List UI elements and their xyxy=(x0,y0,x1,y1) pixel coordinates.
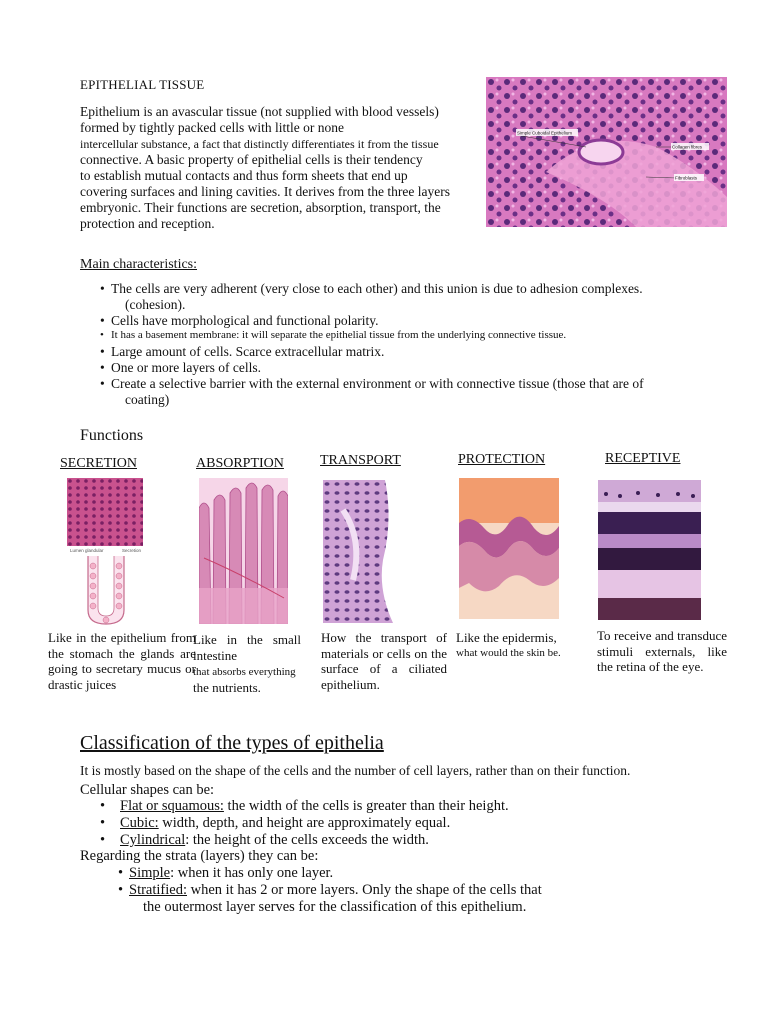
histology-micrograph xyxy=(486,77,727,227)
protection-micrograph xyxy=(459,478,559,619)
shapes-label: Cellular shapes can be: xyxy=(80,781,215,798)
list-item: • Flat or squamous: the width of the cells is greater than their height. xyxy=(100,798,730,815)
receptive-micrograph xyxy=(598,480,701,620)
hero-label: Collagen fibres xyxy=(672,144,703,150)
intro-line: covering surfaces and lining cavities. It derives from the three layers xyxy=(80,184,450,199)
function-desc-secretion: Like in the epithelium from the stomach the glands are going to secretary mucus or drastic juices xyxy=(48,630,196,692)
list-item: • Cells have morphological and functional polarity. xyxy=(100,313,766,329)
function-title-receptive: RECEPTIVE xyxy=(605,451,681,466)
intro-line: embryonic. Their functions are secretion, absorption, transport, the xyxy=(80,200,441,215)
function-desc-receptive: To receive and transduce stimuli externals, like the retina of the eye. xyxy=(597,628,727,674)
secretion-micrograph xyxy=(67,478,143,546)
intro-line: to establish mutual contacts and thus form sheets that end up xyxy=(80,168,408,183)
classification-title: Classification of the types of epithelia xyxy=(80,732,384,754)
function-title-secretion: SECRETION xyxy=(60,456,137,471)
diagram-label: Secretion xyxy=(122,548,142,553)
list-item: • It has a basement membrane: it will separate the epithelial tissue from the underlying connective tissue. xyxy=(100,328,766,344)
hero-label: Simple Cuboidal Epithelium xyxy=(517,130,573,136)
main-characteristics-heading: Main characteristics: xyxy=(80,257,198,272)
function-desc-transport: How the transport of materials or cells on the surface of a ciliated epithelium. xyxy=(321,630,447,692)
diagram-label: Lumen glandular xyxy=(70,548,104,553)
function-desc-absorption: Like in the small intestine that absorbs everything the nutrients. xyxy=(193,632,301,695)
function-title-transport: TRANSPORT xyxy=(320,453,401,468)
list-item: • Large amount of cells. Scarce extracellular matrix. xyxy=(100,344,766,360)
strata-list xyxy=(80,865,730,916)
list-item: • Simple: when it has only one layer. xyxy=(118,865,730,882)
characteristics-list xyxy=(100,281,766,407)
hero-label: Fibroblasts xyxy=(675,175,698,181)
function-title-absorption: ABSORPTION xyxy=(196,456,284,471)
secretion-gland-diagram xyxy=(66,546,146,628)
transport-micrograph xyxy=(323,480,407,623)
list-item: • The cells are very adherent (very close to each other) and this union is due to adhesion complexes. (cohesion). xyxy=(100,281,766,313)
intro-line: intercellular substance, a fact that distinctly differentiates it from the tissue xyxy=(80,137,439,151)
functions-heading: Functions xyxy=(80,427,144,444)
list-item: • Cubic: width, depth, and height are approximately equal. xyxy=(100,815,730,832)
intro-line: formed by tightly packed cells with little or none xyxy=(80,120,344,135)
list-item: • One or more layers of cells. xyxy=(100,360,766,376)
function-title-protection: PROTECTION xyxy=(458,452,546,467)
strata-label: Regarding the strata (layers) they can be: xyxy=(80,848,319,864)
intro-line: Epithelium is an avascular tissue (not supplied with blood vessels) xyxy=(80,104,439,119)
classification-intro: It is mostly based on the shape of the cells and the number of cell layers, rather than on their function. xyxy=(80,763,631,778)
classification-body xyxy=(80,763,730,916)
shapes-list xyxy=(80,798,730,849)
function-desc-protection: Like the epidermis, what would the skin be. xyxy=(456,630,561,659)
intro-line: connective. A basic property of epithelial cells is their tendency xyxy=(80,152,423,167)
intro-paragraph xyxy=(80,104,520,232)
list-item: • Create a selective barrier with the external environment or with connective tissue (those that are of coating) xyxy=(100,376,766,408)
list-item: • Stratified: when it has 2 or more layers. Only the shape of the cells that the outermost layer serves for the classification of this epithelium. xyxy=(118,882,730,916)
intro-line: protection and reception. xyxy=(80,216,215,231)
list-item: • Cylindrical: the height of the cells exceeds the width. xyxy=(100,832,730,849)
page-title: EPITHELIAL TISSUE xyxy=(80,77,205,92)
absorption-micrograph xyxy=(199,478,288,624)
